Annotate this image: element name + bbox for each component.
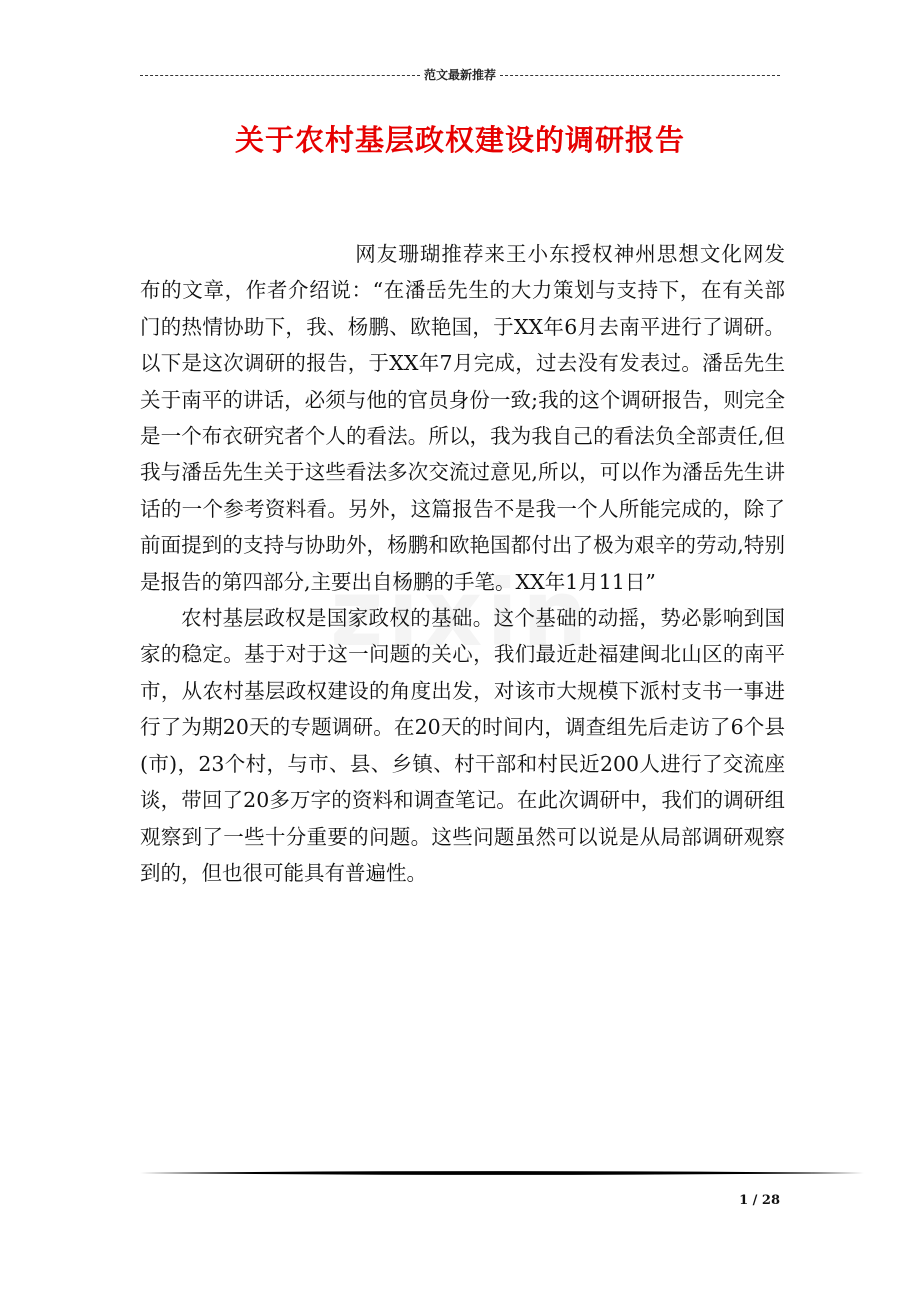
page-header xyxy=(140,66,780,83)
document-title: 关于农村基层政权建设的调研报告 xyxy=(234,123,685,157)
page-number: 1 / 28 xyxy=(739,1193,780,1208)
header-label: 范文最新推荐 xyxy=(424,68,497,82)
header-dash-left xyxy=(140,75,420,76)
header-dash-right xyxy=(500,75,780,76)
intro-paragraph: 网友珊瑚推荐来王小东授权神州思想文化网发布的文章，作者介绍说：“在潘岳先生的大力策划与支持下，在有关部门的热情协助下，我、杨鹏、欧艳国，于XX年6月去南平进行了调研。以下是这次调研的报告，于XX年7月完成，过去没有发表过。潘岳先生关于南平的讲话，必须与他的官员身份一致;我的这个调研报告，则完全是一个布衣研究者个人的看法。所以，我为我自己的看法负全部责任,但我与潘岳先生关于这些看法多次交流过意见,所以，可以作为潘岳先生讲话的一个参考资料看。另外，这篇报告不是我一个人所能完成的，除了前面提到的支持与协助外，杨鹏和欧艳国都付出了极为艰辛的劳动,特别是报告的第四部分,主要出自杨鹏的手笔。XX年1月11日” xyxy=(140,242,785,594)
footer-rule xyxy=(140,1168,864,1178)
body-paragraph: 农村基层政权是国家政权的基础。这个基础的动摇，势必影响到国家的稳定。基于对于这一问题的关心，我们最近赴福建闽北山区的南平市，从农村基层政权建设的角度出发，对该市大规模下派村支书一事进行了为期20天的专题调研。在20天的时间内，调查组先后走访了6个县(市)，23个村，与市、县、乡镇、村干部和村民近200人进行了交流座谈，带回了20多万字的资料和调查笔记。在此次调研中，我们的调研组观察到了一些十分重要的问题。这些问题虽然可以说是从局部调研观察到的，但也很可能具有普遍性。 xyxy=(140,606,785,885)
document-body xyxy=(140,236,785,891)
